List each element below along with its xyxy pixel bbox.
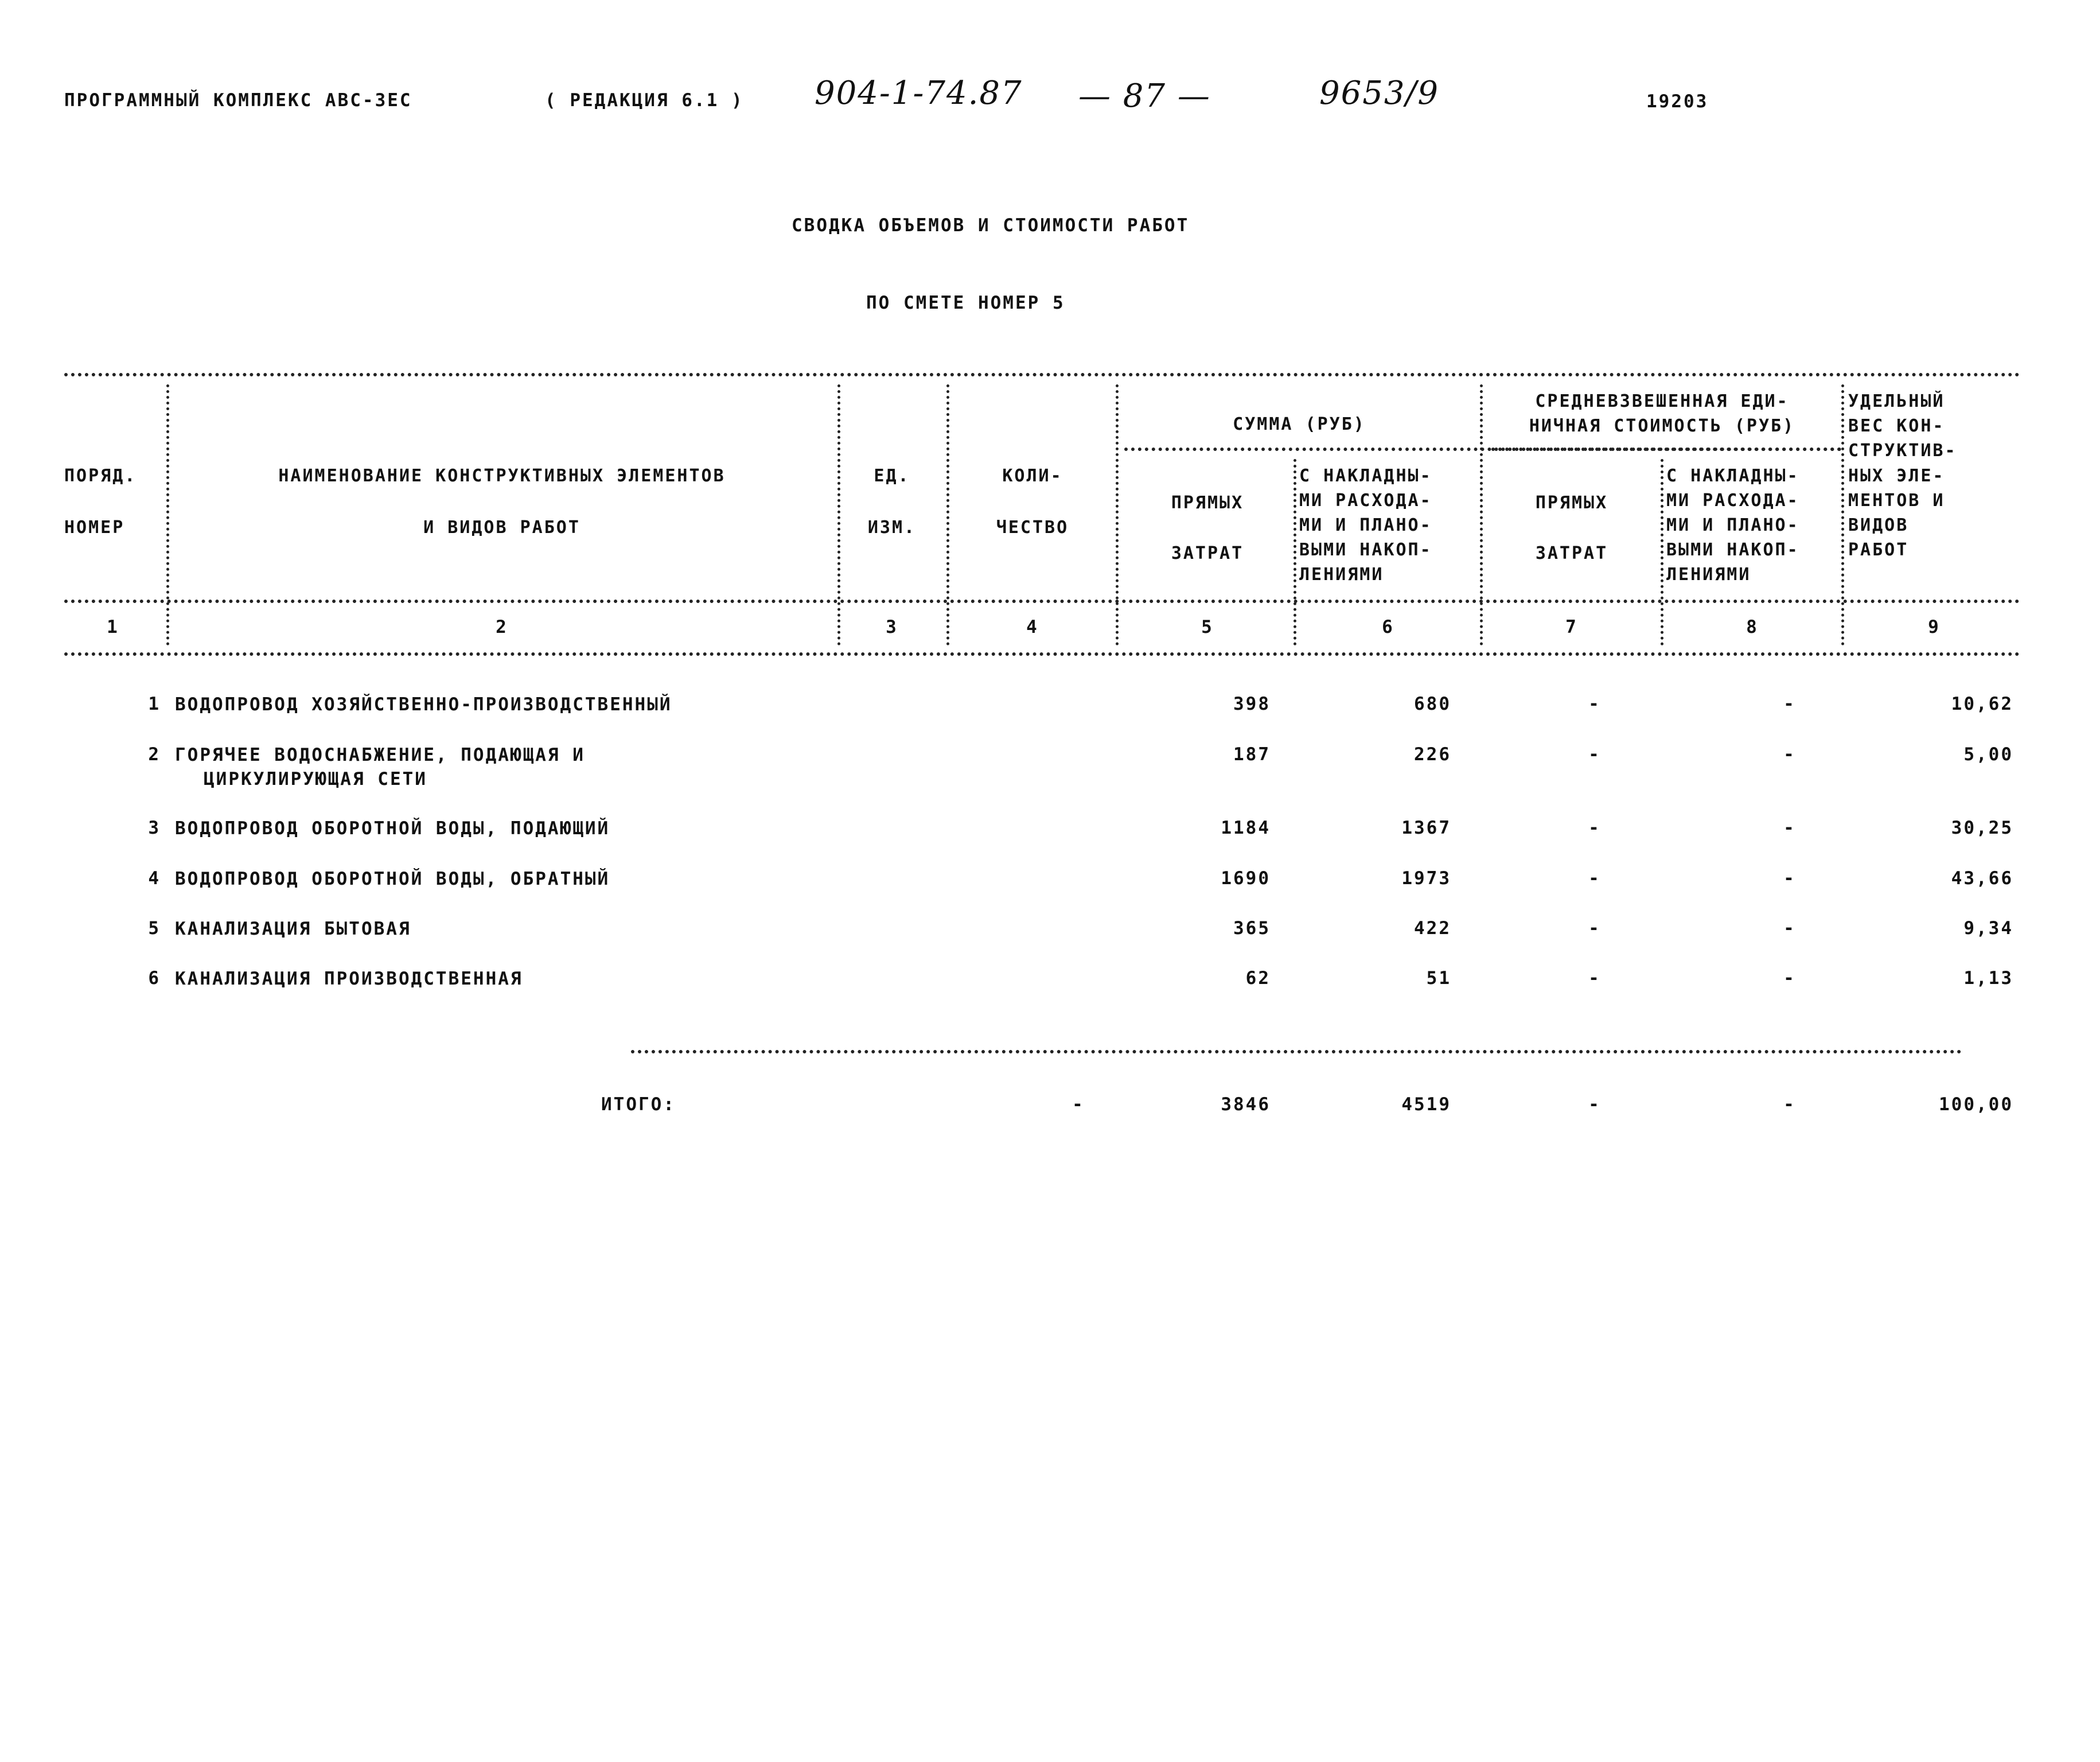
col2-header-line2: И ВИДОВ РАБОТ bbox=[423, 518, 580, 538]
handwritten-doc-code: 904-1-74.87 bbox=[815, 75, 1023, 112]
totals-avg-overhead: - bbox=[1783, 1094, 1796, 1115]
row-avg-direct: - bbox=[1588, 694, 1601, 714]
totals-label: ИТОГО: bbox=[601, 1094, 676, 1115]
row-name-line1: ВОДОПРОВОД ОБОРОТНОЙ ВОДЫ, ОБРАТНЫЙ bbox=[175, 869, 610, 889]
row-name bbox=[175, 743, 585, 791]
col-number-2: 2 bbox=[496, 617, 508, 637]
row-avg-overhead: - bbox=[1783, 868, 1796, 889]
col8-header-line4: ВЫМИ НАКОП- bbox=[1666, 540, 1799, 560]
row-name bbox=[175, 816, 610, 841]
col9-header-line7: РАБОТ bbox=[1848, 540, 1909, 560]
row-direct-cost: 365 bbox=[1233, 918, 1271, 939]
row-avg-direct: - bbox=[1588, 918, 1601, 939]
handwritten-sheet-number: 9653/9 bbox=[1319, 75, 1440, 112]
row-overhead-cost: 226 bbox=[1414, 744, 1451, 765]
row-name-line1: КАНАЛИЗАЦИЯ БЫТОВАЯ bbox=[175, 919, 411, 939]
program-name: ПРОГРАММНЫЙ КОМПЛЕКС АВС-3ЕС bbox=[64, 90, 412, 111]
row-avg-direct: - bbox=[1588, 818, 1601, 838]
row-number: 4 bbox=[148, 868, 161, 889]
col5-header-line1: ПРЯМЫХ bbox=[1171, 493, 1244, 513]
row-avg-overhead: - bbox=[1783, 918, 1796, 939]
row-number: 5 bbox=[148, 918, 161, 939]
col8-header-line2: МИ РАСХОДА- bbox=[1666, 491, 1799, 511]
col-number-9: 9 bbox=[1928, 617, 1941, 637]
row-name bbox=[175, 693, 672, 717]
col8-header-line3: МИ И ПЛАНО- bbox=[1666, 515, 1799, 535]
row-direct-cost: 398 bbox=[1233, 694, 1271, 714]
table-top-rule bbox=[64, 373, 2020, 376]
totals-overhead-cost: 4519 bbox=[1401, 1094, 1451, 1115]
row-overhead-cost: 680 bbox=[1414, 694, 1451, 714]
row-avg-overhead: - bbox=[1783, 818, 1796, 838]
col9-header-line1: УДЕЛЬНЫЙ bbox=[1848, 391, 1945, 411]
row-weight: 9,34 bbox=[1963, 918, 2013, 939]
handwritten-page-number: — 87 — bbox=[1078, 77, 1211, 115]
row-name bbox=[175, 917, 411, 941]
document-number: 19203 bbox=[1646, 91, 1709, 112]
col-separator bbox=[1841, 384, 1844, 645]
row-avg-overhead: - bbox=[1783, 744, 1796, 765]
col8-header-line5: ЛЕНИЯМИ bbox=[1666, 565, 1751, 585]
col3-header-line2: ИЗМ. bbox=[867, 518, 917, 538]
page-title: СВОДКА ОБЪЕМОВ И СТОИМОСТИ РАБОТ bbox=[792, 215, 1190, 236]
program-edition: ( РЕДАКЦИЯ 6.1 ) bbox=[545, 90, 744, 111]
row-weight: 43,66 bbox=[1951, 868, 2013, 889]
row-name-line2: ЦИРКУЛИРУЮЩАЯ СЕТИ bbox=[204, 769, 427, 789]
col-number-8: 8 bbox=[1746, 617, 1759, 637]
totals-rule bbox=[631, 1050, 1962, 1053]
col-number-3: 3 bbox=[886, 617, 898, 637]
col9-header-line5: МЕНТОВ И bbox=[1848, 491, 1945, 511]
row-name-line1: ВОДОПРОВОД ХОЗЯЙСТВЕННО-ПРОИЗВОДСТВЕННЫЙ bbox=[175, 694, 672, 715]
row-avg-overhead: - bbox=[1783, 968, 1796, 989]
sum-group-header: СУММА (РУБ) bbox=[1233, 414, 1366, 434]
col7-header-line2: ЗАТРАТ bbox=[1535, 543, 1608, 563]
col8-header-line1: С НАКЛАДНЫ- bbox=[1666, 466, 1799, 486]
row-number: 2 bbox=[148, 744, 161, 765]
avg-group-header-line1: СРЕДНЕВЗВЕШЕННАЯ ЕДИ- bbox=[1535, 391, 1789, 411]
totals-direct-cost: 3846 bbox=[1221, 1094, 1271, 1115]
col-separator bbox=[1293, 459, 1296, 645]
row-direct-cost: 62 bbox=[1245, 968, 1271, 989]
col-separator bbox=[1116, 384, 1119, 645]
row-weight: 10,62 bbox=[1951, 694, 2013, 714]
totals-weight: 100,00 bbox=[1939, 1094, 2013, 1115]
col1-header-line1: ПОРЯД. bbox=[64, 466, 137, 486]
row-avg-direct: - bbox=[1588, 968, 1601, 989]
avg-group-header-line2: НИЧНАЯ СТОИМОСТЬ (РУБ) bbox=[1529, 416, 1795, 436]
row-avg-direct: - bbox=[1588, 868, 1601, 889]
row-number: 6 bbox=[148, 968, 161, 989]
col6-header-line4: ВЫМИ НАКОП- bbox=[1299, 540, 1432, 560]
row-name-line1: ВОДОПРОВОД ОБОРОТНОЙ ВОДЫ, ПОДАЮЩИЙ bbox=[175, 818, 610, 839]
row-overhead-cost: 1973 bbox=[1401, 868, 1451, 889]
row-name-line1: ГОРЯЧЕЕ ВОДОСНАБЖЕНИЕ, ПОДАЮЩАЯ И bbox=[175, 745, 585, 765]
row-overhead-cost: 51 bbox=[1426, 968, 1451, 989]
col-number-6: 6 bbox=[1382, 617, 1394, 637]
col-number-4: 4 bbox=[1026, 617, 1039, 637]
row-number: 3 bbox=[148, 818, 161, 838]
row-overhead-cost: 1367 bbox=[1401, 818, 1451, 838]
totals-qty: - bbox=[1072, 1094, 1085, 1115]
col-separator bbox=[1661, 459, 1663, 645]
row-direct-cost: 1690 bbox=[1221, 868, 1271, 889]
col9-header-line4: НЫХ ЭЛЕ- bbox=[1848, 466, 1945, 486]
row-avg-direct: - bbox=[1588, 744, 1601, 765]
col-number-5: 5 bbox=[1201, 617, 1214, 637]
col6-header-line2: МИ РАСХОДА- bbox=[1299, 491, 1432, 511]
col-separator bbox=[166, 384, 169, 645]
col7-header-line1: ПРЯМЫХ bbox=[1535, 493, 1608, 513]
col6-header-line1: С НАКЛАДНЫ- bbox=[1299, 466, 1432, 486]
col4-header-line1: КОЛИ- bbox=[1002, 466, 1063, 486]
row-avg-overhead: - bbox=[1783, 694, 1796, 714]
row-number: 1 bbox=[148, 694, 161, 714]
col-number-7: 7 bbox=[1565, 617, 1578, 637]
col3-header-line1: ЕД. bbox=[874, 466, 910, 486]
row-weight: 5,00 bbox=[1963, 744, 2013, 765]
row-name bbox=[175, 867, 610, 891]
row-overhead-cost: 422 bbox=[1414, 918, 1451, 939]
row-weight: 1,13 bbox=[1963, 968, 2013, 989]
avg-group-rule bbox=[1491, 448, 1841, 451]
col-separator bbox=[946, 384, 949, 645]
header-bottom-rule bbox=[64, 600, 2020, 603]
row-weight: 30,25 bbox=[1951, 818, 2013, 838]
col9-header-line6: ВИДОВ bbox=[1848, 515, 1909, 535]
col-number-1: 1 bbox=[107, 617, 119, 637]
row-direct-cost: 1184 bbox=[1221, 818, 1271, 838]
col5-header-line2: ЗАТРАТ bbox=[1171, 543, 1244, 563]
col-separator bbox=[1480, 384, 1483, 645]
col4-header-line2: ЧЕСТВО bbox=[996, 518, 1069, 538]
col2-header-line1: НАИМЕНОВАНИЕ КОНСТРУКТИВНЫХ ЭЛЕМЕНТОВ bbox=[278, 466, 726, 486]
row-name bbox=[175, 967, 523, 991]
column-number-rule bbox=[64, 652, 2020, 656]
row-name-line1: КАНАЛИЗАЦИЯ ПРОИЗВОДСТВЕННАЯ bbox=[175, 968, 523, 989]
page-subtitle: ПО СМЕТЕ НОМЕР 5 bbox=[866, 293, 1065, 313]
col-separator bbox=[837, 384, 840, 645]
col6-header-line3: МИ И ПЛАНО- bbox=[1299, 515, 1432, 535]
col1-header-line2: НОМЕР bbox=[64, 518, 125, 538]
totals-avg-direct: - bbox=[1588, 1094, 1601, 1115]
row-direct-cost: 187 bbox=[1233, 744, 1271, 765]
col9-header-line2: ВЕС КОН- bbox=[1848, 416, 1945, 436]
col6-header-line5: ЛЕНИЯМИ bbox=[1299, 565, 1384, 585]
col9-header-line3: СТРУКТИВ- bbox=[1848, 441, 1957, 461]
